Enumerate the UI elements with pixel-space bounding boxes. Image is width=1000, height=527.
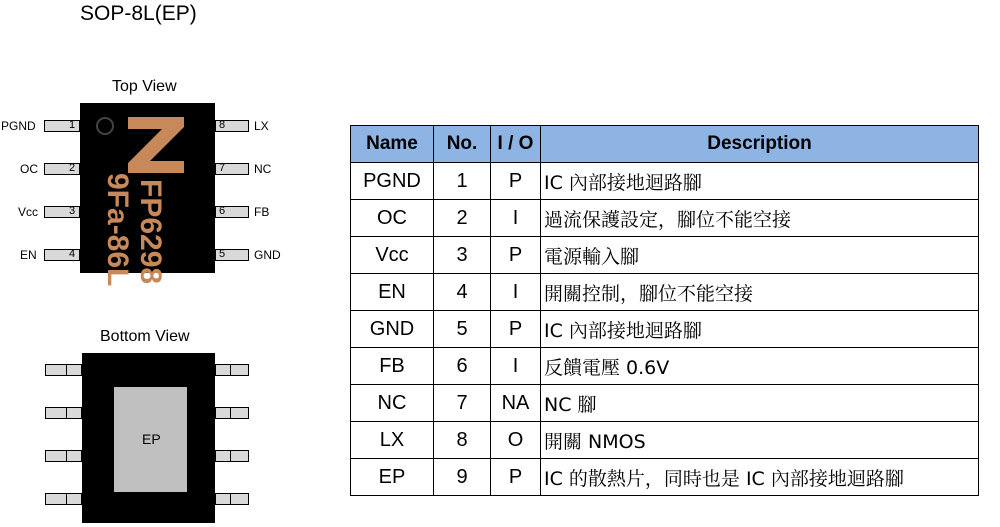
pin-1 xyxy=(44,120,80,132)
cell-name: LX xyxy=(351,422,434,459)
cell-no: 4 xyxy=(434,274,491,311)
cell-description: 開關 NMOS xyxy=(541,422,979,459)
bottom-pin-right-2 xyxy=(215,407,249,419)
marking-line2: 9Fa-86L xyxy=(101,173,134,287)
pin-6 xyxy=(215,206,249,218)
pin-label-oc: OC xyxy=(20,162,38,176)
cell-no: 1 xyxy=(434,163,491,200)
pin-number: 3 xyxy=(69,205,76,217)
pin-7 xyxy=(215,163,249,175)
cell-description: IC 內部接地迴路腳 xyxy=(541,163,979,200)
cell-no: 2 xyxy=(434,200,491,237)
cell-io: O xyxy=(491,422,541,459)
cell-io: P xyxy=(491,311,541,348)
exposed-pad xyxy=(114,387,187,492)
pin-label-fb: FB xyxy=(254,205,270,219)
table-row xyxy=(351,237,979,274)
pin-3 xyxy=(44,206,80,218)
table-row xyxy=(351,311,979,348)
pin-4 xyxy=(44,249,80,261)
cell-no: 3 xyxy=(434,237,491,274)
bottom-pin-right-1 xyxy=(215,364,249,376)
cell-description: NC 腳 xyxy=(541,385,979,422)
table-row xyxy=(351,163,979,200)
pin-label-en: EN xyxy=(20,248,37,262)
cell-io: P xyxy=(491,459,541,496)
bottom-pin-left-4 xyxy=(45,493,82,505)
table-row xyxy=(351,348,979,385)
pin-number: 5 xyxy=(219,248,226,260)
bottom-pin-left-2 xyxy=(45,407,82,419)
bottom-pin-left-3 xyxy=(45,450,82,462)
exposed-pad-label: EP xyxy=(142,431,161,447)
pin-number: 6 xyxy=(219,205,226,217)
cell-name: OC xyxy=(351,200,434,237)
table-body xyxy=(351,163,979,496)
bottom-pin-right-3 xyxy=(215,450,249,462)
cell-description: 過流保護設定，腳位不能空接 xyxy=(541,200,979,237)
bottom-pin-left-1 xyxy=(45,364,82,376)
cell-no: 7 xyxy=(434,385,491,422)
cell-io: P xyxy=(491,163,541,200)
cell-name: NC xyxy=(351,385,434,422)
pin-2 xyxy=(44,163,80,175)
bottom-pin-right-4 xyxy=(215,493,249,505)
header-io: I / O xyxy=(491,126,541,163)
table-row xyxy=(351,200,979,237)
pin-number: 1 xyxy=(69,119,76,131)
pin-label-lx: LX xyxy=(254,119,269,133)
cell-name: EN xyxy=(351,274,434,311)
cell-description: 反饋電壓 0.6V xyxy=(541,348,979,385)
cell-no: 5 xyxy=(434,311,491,348)
table-row xyxy=(351,459,979,496)
logo-icon xyxy=(128,117,184,173)
cell-io: I xyxy=(491,200,541,237)
pin-label-pgnd: PGND xyxy=(1,119,36,133)
pin-label-nc: NC xyxy=(254,162,272,176)
pin1-dot-icon xyxy=(96,117,114,135)
cell-no: 6 xyxy=(434,348,491,385)
top-view-label: Top View xyxy=(112,78,177,95)
table-header-row xyxy=(351,126,979,163)
cell-name: FB xyxy=(351,348,434,385)
chip-top-body xyxy=(80,103,215,287)
pin-5 xyxy=(215,249,249,261)
cell-name: GND xyxy=(351,311,434,348)
cell-description: 電源輸入腳 xyxy=(541,237,979,274)
cell-io: P xyxy=(491,237,541,274)
pin-label-gnd: GND xyxy=(254,248,281,262)
pin-number: 4 xyxy=(69,248,76,260)
pin-label-vcc: Vcc xyxy=(18,205,39,219)
chip-bottom-body xyxy=(82,353,215,523)
bottom-view-label: Bottom View xyxy=(100,328,190,345)
cell-name: PGND xyxy=(351,163,434,200)
cell-description: IC 的散熱片，同時也是 IC 內部接地迴路腳 xyxy=(541,459,979,496)
marking-line1: FP6298 xyxy=(134,179,167,285)
pin-8 xyxy=(215,120,249,132)
pin-number: 2 xyxy=(69,162,76,174)
cell-name: Vcc xyxy=(351,237,434,274)
pin-description-table xyxy=(350,125,979,496)
pin-number: 8 xyxy=(219,119,226,131)
cell-no: 8 xyxy=(434,422,491,459)
cell-io: NA xyxy=(491,385,541,422)
cell-io: I xyxy=(491,274,541,311)
table-row xyxy=(351,274,979,311)
cell-description: 開關控制，腳位不能空接 xyxy=(541,274,979,311)
cell-name: EP xyxy=(351,459,434,496)
cell-io: I xyxy=(491,348,541,385)
header-no: No. xyxy=(434,126,491,163)
package-title: SOP-8L(EP) xyxy=(80,2,197,25)
cell-no: 9 xyxy=(434,459,491,496)
header-name: Name xyxy=(351,126,434,163)
pin-number: 7 xyxy=(219,162,226,174)
cell-description: IC 內部接地迴路腳 xyxy=(541,311,979,348)
table-row xyxy=(351,385,979,422)
header-description: Description xyxy=(541,126,979,163)
table-row xyxy=(351,422,979,459)
